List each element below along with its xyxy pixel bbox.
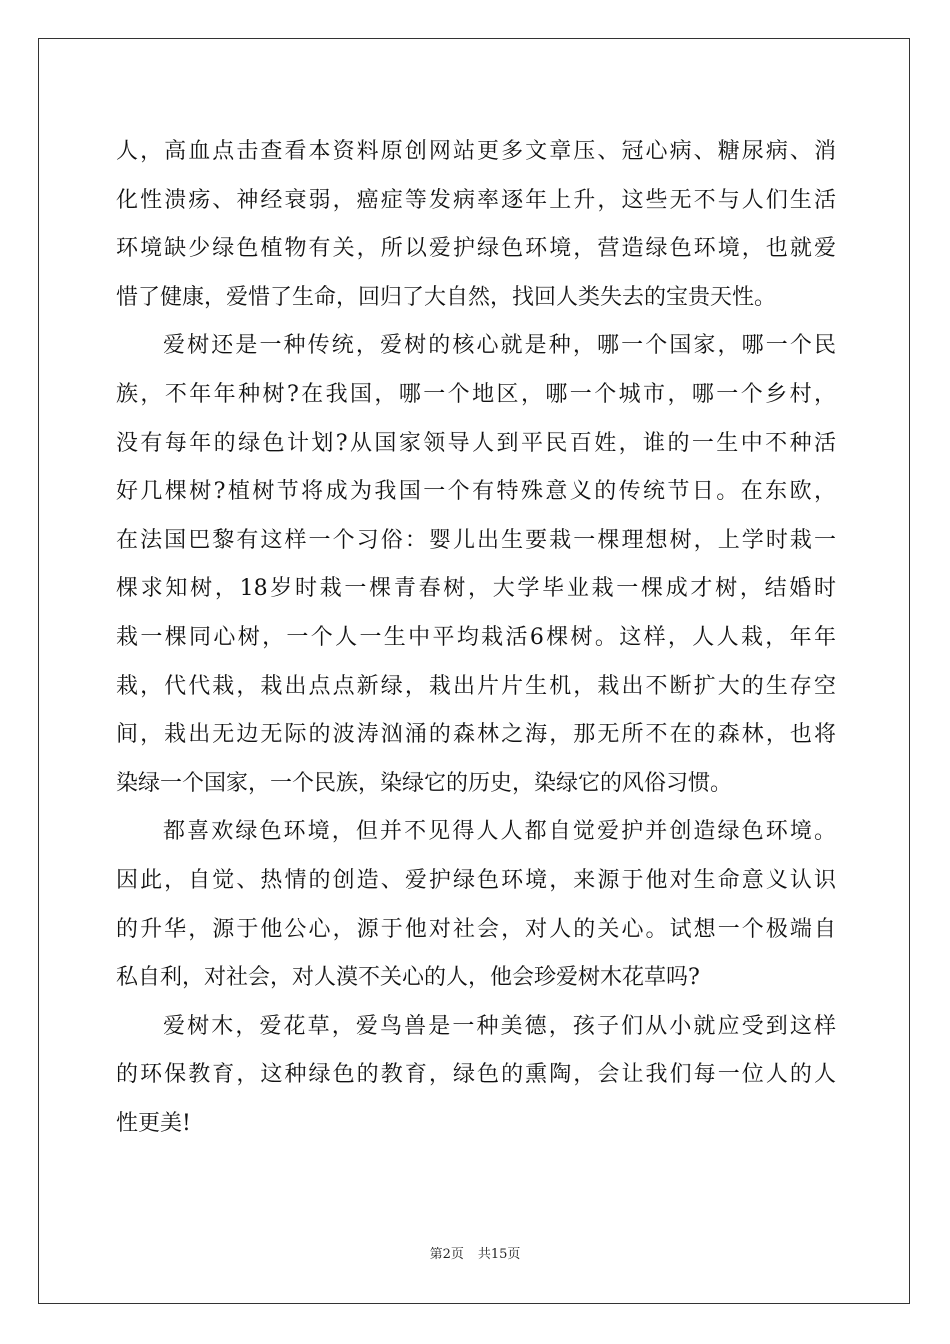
document-body: [116, 128, 836, 1148]
text-line: 都喜欢绿色环境，但并不见得人人都自觉爱护并创造绿色环境。: [163, 819, 836, 845]
text-line: 惜了健康，爱惜了生命，回归了大自然，找回人类失去的宝贵天性。: [116, 284, 777, 310]
text-line: 在法国巴黎有这样一个习俗：婴儿出生要栽一棵理想树，上学时栽一: [116, 527, 836, 553]
text-line: 性更美!: [116, 1110, 191, 1136]
paragraph: [116, 1003, 836, 1149]
text-line: 私自利，对社会，对人漠不关心的人，他会珍爱树木花草吗?: [116, 965, 700, 991]
text-line: 化性溃疡、神经衰弱，癌症等发病率逐年上升，这些无不与人们生活: [116, 187, 836, 213]
paragraph: [116, 128, 836, 322]
text-line: 的环保教育，这种绿色的教育，绿色的熏陶，会让我们每一位人的人: [116, 1062, 836, 1088]
paragraph: [116, 322, 836, 808]
text-line: 没有每年的绿色计划?从国家领导人到平民百姓，谁的一生中不种活: [116, 430, 836, 456]
text-line: 间，栽出无边无际的波涛汹涌的森林之海，那无所不在的森林，也将: [116, 722, 836, 748]
text-line: 环境缺少绿色植物有关，所以爱护绿色环境，营造绿色环境，也就爱: [116, 236, 836, 262]
page-footer: [0, 1243, 950, 1262]
text-line: 栽，代代栽，栽出点点新绿，栽出片片生机，栽出不断扩大的生存空: [116, 673, 836, 699]
text-line: 栽一棵同心树，一个人一生中平均栽活6棵树。这样，人人栽，年年: [116, 624, 836, 650]
text-line: 爱树木，爱花草，爱鸟兽是一种美德，孩子们从小就应受到这样: [163, 1013, 836, 1039]
text-line: 爱树还是一种传统，爱树的核心就是种，哪一个国家，哪一个民: [163, 333, 836, 359]
text-line: 好几棵树?植树节将成为我国一个有特殊意义的传统节日。在东欧，: [116, 479, 836, 505]
text-line: 人，高血点击查看本资料原创网站更多文章压、冠心病、糖尿病、消: [116, 139, 836, 164]
page-number: 第2页: [429, 1247, 464, 1262]
text-line: 棵求知树，18岁时栽一棵青春树，大学毕业栽一棵成才树，结婚时: [116, 576, 836, 602]
text-line: 族，不年年种树?在我国，哪一个地区，哪一个城市，哪一个乡村，: [116, 381, 836, 407]
text-line: 的升华，源于他公心，源于他对社会，对人的关心。试想一个极端自: [116, 916, 836, 942]
page-total: 共15页: [477, 1247, 521, 1262]
text-line: 因此，自觉、热情的创造、爱护绿色环境，来源于他对生命意义认识: [116, 867, 836, 893]
text-line: 染绿一个国家，一个民族，染绿它的历史，染绿它的风俗习惯。: [116, 770, 733, 796]
paragraph: [116, 808, 836, 1002]
